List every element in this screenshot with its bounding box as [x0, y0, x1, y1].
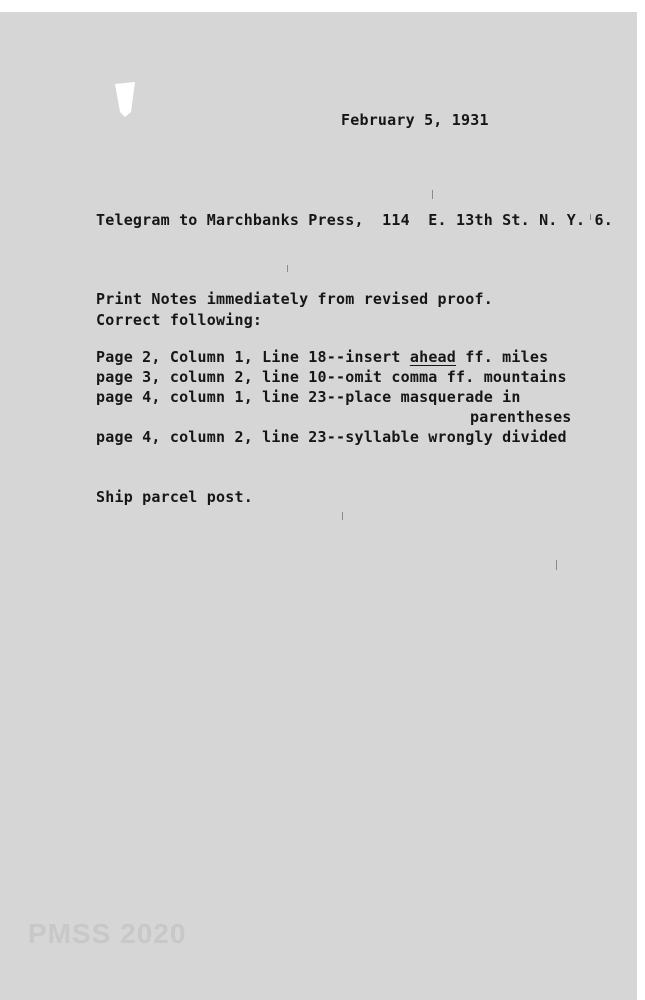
paper-fleck — [342, 512, 343, 520]
archive-watermark: PMSS 2020 — [28, 918, 187, 949]
correction-item: page 4, column 1, line 23--place masquerade in — [96, 388, 521, 406]
correction-item: page 4, column 2, line 23--syllable wrongly divided — [96, 428, 567, 446]
underlined-word: ahead — [409, 348, 457, 366]
instruction-line: Print Notes immediately from revised proof. — [96, 290, 493, 308]
punch-hole-mark — [114, 82, 136, 118]
correction-text: ff. miles — [456, 348, 549, 366]
top-margin — [0, 0, 637, 12]
correction-item: page 3, column 2, line 10--omit comma ff. mountains — [96, 368, 567, 386]
paper-fleck — [432, 190, 433, 199]
letter-date: February 5, 1931 — [341, 111, 489, 129]
correction-text: Page 2, Column 1, Line 18--insert — [96, 348, 410, 366]
paper-fleck — [556, 560, 557, 570]
paper-fleck — [287, 265, 288, 272]
telegram-address: Telegram to Marchbanks Press, 114 E. 13th St. N. Y. 6. — [96, 211, 613, 229]
instruction-line: Correct following: — [96, 311, 263, 329]
correction-item — [96, 348, 548, 366]
closing-line: Ship parcel post. — [96, 488, 253, 506]
correction-continuation: parentheses — [470, 408, 572, 426]
